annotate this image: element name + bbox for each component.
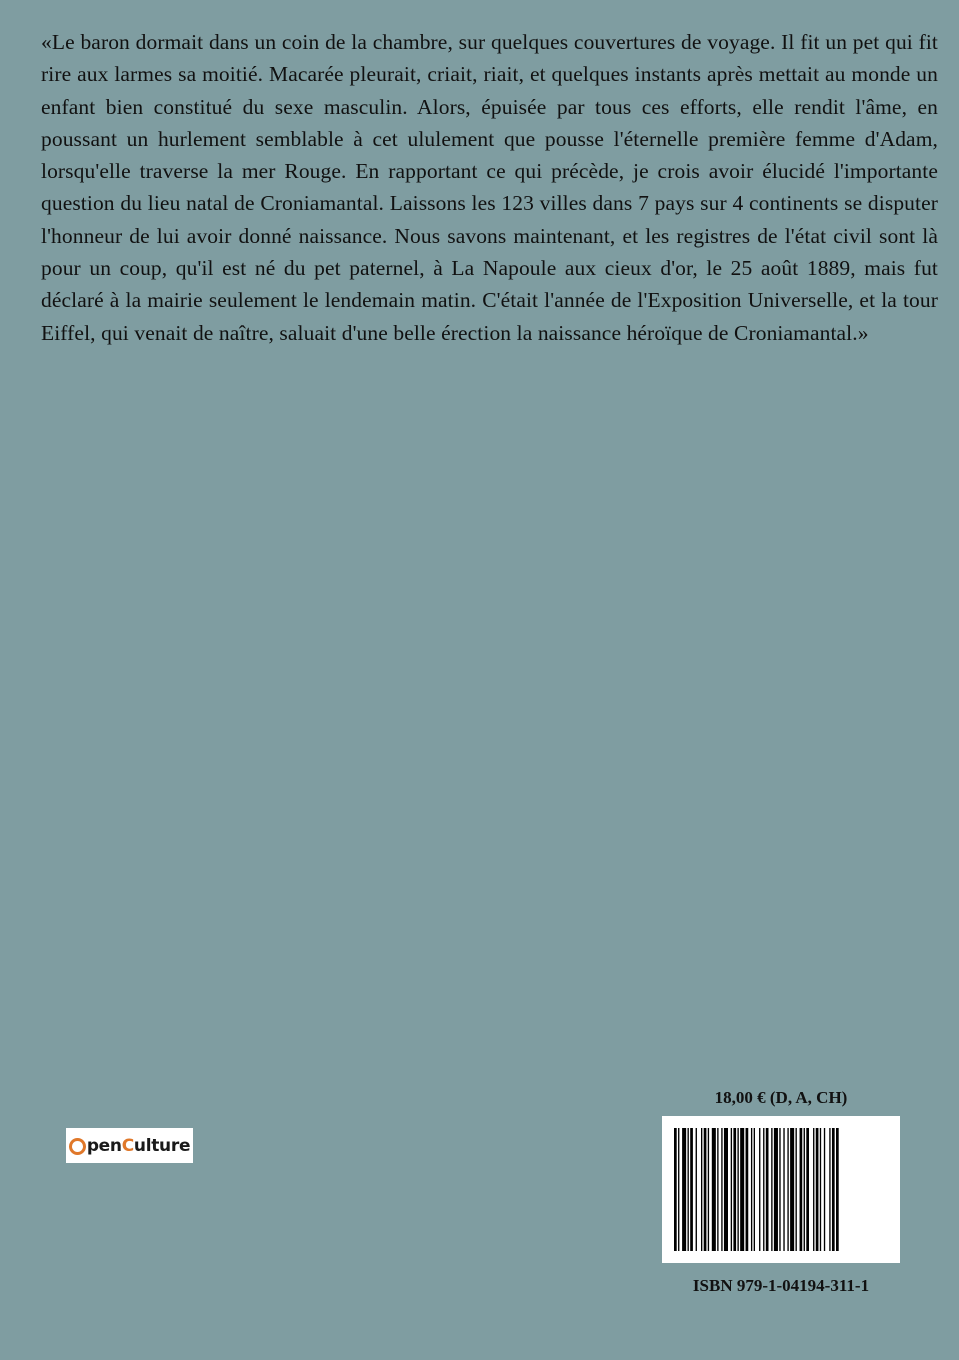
barcode-bars-icon xyxy=(674,1128,888,1251)
logo-o-ring-icon xyxy=(69,1138,86,1155)
openculture-logo xyxy=(66,1128,193,1163)
barcode xyxy=(662,1116,900,1263)
price-label: 18,00 € (D, A, CH) xyxy=(714,1088,848,1107)
isbn-label: ISBN 979-1-04194-311-1 xyxy=(692,1276,870,1295)
logo-text-pen: pen xyxy=(86,1135,122,1156)
logo-text-ulture: ulture xyxy=(133,1135,191,1156)
logo-text-c: C xyxy=(121,1135,134,1156)
back-cover-blurb: «Le baron dormait dans un coin de la chambre, sur quelques couvertures de voyage. Il fit un pet qui fit rire aux larmes sa moitié. Macarée pleurait, criait, riait, et quelques instants après mettait au monde un enfant bien constitué du sexe masculin. Alors, épuisée par tous ces efforts, elle rendit l'âme, en poussant un hurlement semblable à cet ululement que pousse l'éternelle première femme d'Adam, lorsqu'elle traverse la mer Rouge. En rapportant ce qui précède, je crois avoir élucidé l'importante question du lieu natal de Croniamantal. Laissons les 123 villes dans 7 pays sur 4 continents se disputer l'honneur de lui avoir donné naissance. Nous savons maintenant, et les registres de l'état civil sont là pour un coup, qu'il est né du pet paternel, à La Napoule aux cieux d'or, le 25 août 1889, mais fut déclaré à la mairie seulement le lendemain matin. C'était l'année de l'Exposition Universelle, et la tour Eiffel, qui venait de naître, saluait d'une belle érection la naissance héroïque de Croniamantal.» xyxy=(41,30,938,345)
